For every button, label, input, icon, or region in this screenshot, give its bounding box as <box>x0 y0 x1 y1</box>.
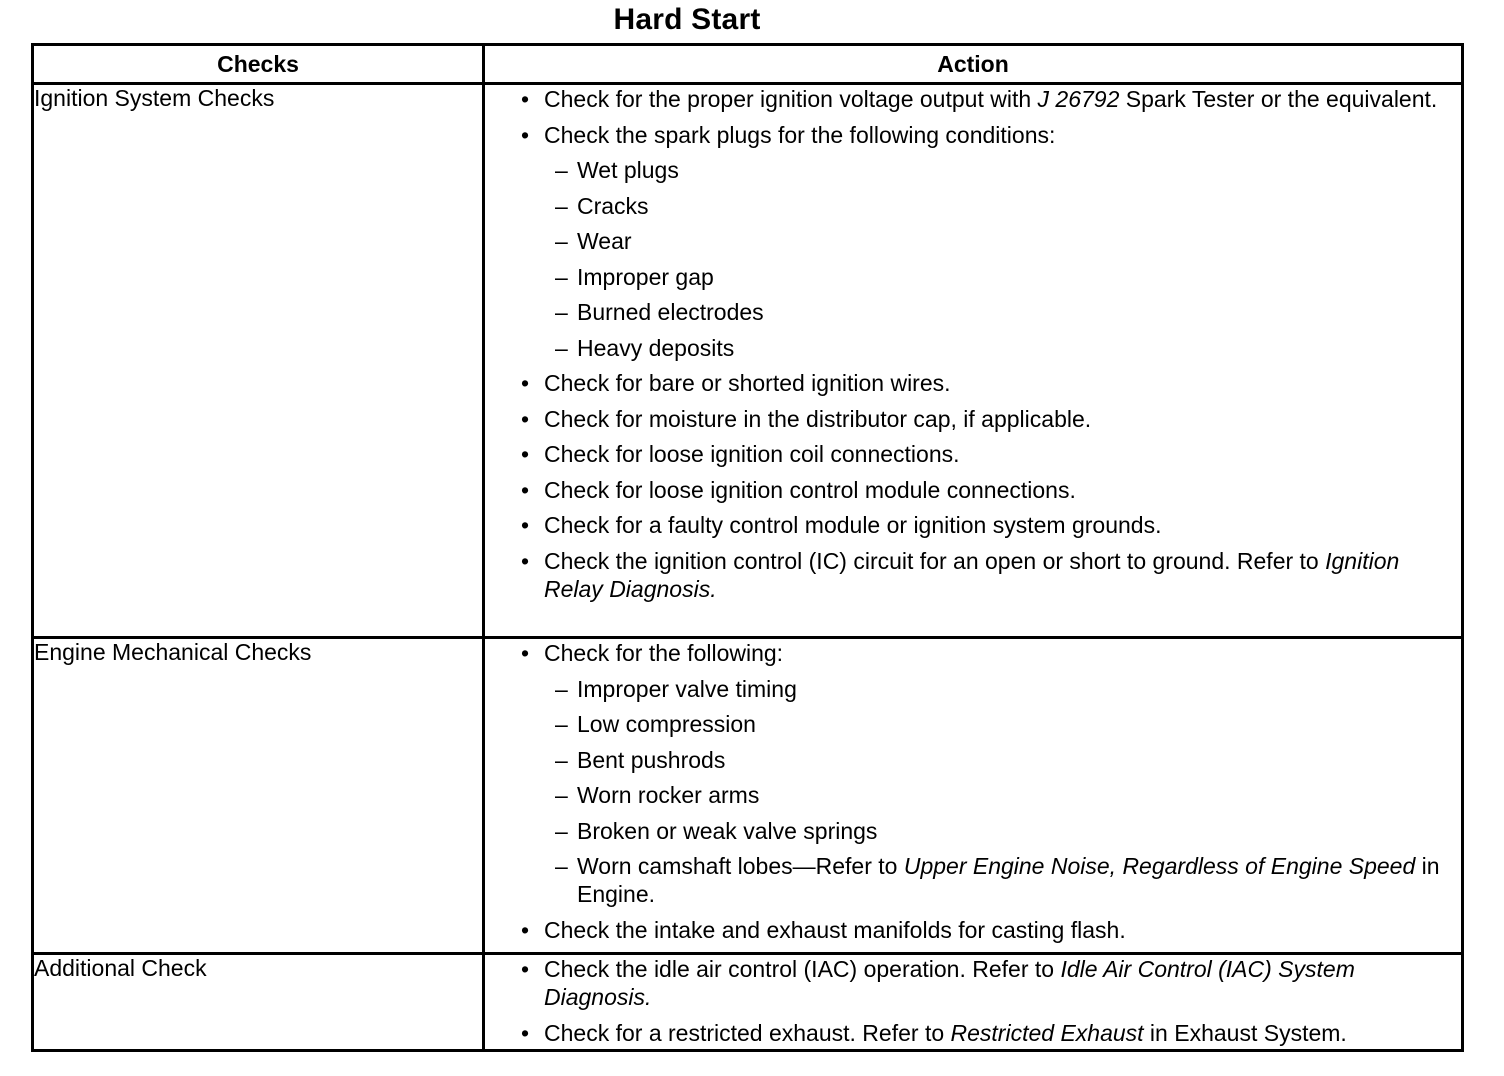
condition-item <box>544 746 1461 774</box>
dash-icon: – <box>555 711 568 737</box>
action-item <box>485 639 1461 908</box>
action-text: Check for bare or shorted ignition wires. <box>544 370 951 396</box>
condition-text: in Engine. <box>577 853 1440 907</box>
bullet-icon: • <box>521 956 530 982</box>
bullet-icon: • <box>521 441 530 467</box>
condition-item <box>544 227 1461 255</box>
dash-icon: – <box>555 157 568 183</box>
dash-icon: – <box>555 817 568 844</box>
check-cell-ignition: Ignition System Checks <box>33 84 484 638</box>
bullet-icon: • <box>521 121 530 148</box>
condition-item <box>544 852 1461 908</box>
action-cell-engine-mechanical <box>484 638 1463 954</box>
action-list <box>485 955 1461 1047</box>
bullet-icon: • <box>521 86 530 112</box>
bullet-icon: • <box>521 1019 530 1046</box>
dash-icon: – <box>555 853 568 879</box>
dash-icon: – <box>555 299 568 325</box>
action-text: Check for a faulty control module or ignition system grounds. <box>544 512 1162 538</box>
action-item <box>485 121 1461 362</box>
action-text: Check for moisture in the distributor cap, if applicable. <box>544 405 1092 432</box>
bullet-icon: • <box>521 405 530 432</box>
table-row <box>33 954 1463 1051</box>
condition-item <box>544 817 1461 845</box>
condition-text: Wet plugs <box>577 157 679 183</box>
condition-text: Low compression <box>577 711 756 737</box>
condition-text: Bent pushrods <box>577 746 726 773</box>
action-text: Check the ignition control (IC) circuit for an open or short to ground. Refer to <box>544 547 1326 574</box>
checks-column-header: Checks <box>33 45 484 84</box>
condition-text: Worn camshaft lobes—Refer to <box>577 853 904 879</box>
procedure-reference: Idle Air Control (IAC) System Diagnosis. <box>544 956 1355 1010</box>
action-text: Check the spark plugs for the following conditions: <box>544 121 1056 148</box>
action-cell-ignition <box>484 84 1463 638</box>
action-item <box>485 85 1461 113</box>
page-title: Hard Start <box>613 3 761 36</box>
action-text: Check for the proper ignition voltage output with <box>544 86 1038 112</box>
action-item <box>485 916 1461 944</box>
action-text: Check for loose ignition control module connections. <box>544 476 1076 503</box>
action-text: in Exhaust System. <box>1143 1019 1347 1046</box>
dash-icon: – <box>555 228 568 254</box>
action-text: Check the intake and exhaust manifolds for casting flash. <box>544 916 1126 943</box>
action-column-header: Action <box>484 45 1463 84</box>
dash-icon: – <box>555 782 568 808</box>
action-item <box>485 511 1461 539</box>
action-item <box>485 405 1461 433</box>
condition-item <box>544 675 1461 703</box>
action-list <box>485 85 1461 603</box>
action-item <box>485 476 1461 504</box>
bullet-icon: • <box>521 476 530 503</box>
condition-item <box>544 263 1461 291</box>
action-cell-additional <box>484 954 1463 1051</box>
dash-icon: – <box>555 334 568 361</box>
condition-text: Worn rocker arms <box>577 782 760 808</box>
action-text: Check for loose ignition coil connections. <box>544 441 960 467</box>
action-list <box>485 639 1461 944</box>
bullet-icon: • <box>521 547 530 574</box>
dash-icon: – <box>555 192 568 219</box>
bullet-icon: • <box>521 512 530 538</box>
table-row <box>33 84 1463 638</box>
condition-list <box>544 675 1461 909</box>
action-item <box>485 1019 1461 1047</box>
hard-start-table <box>31 43 1464 1052</box>
dash-icon: – <box>555 263 568 290</box>
bullet-icon: • <box>521 640 530 666</box>
action-text: Check the idle air control (IAC) operation. Refer to <box>544 956 1061 982</box>
condition-list <box>544 156 1461 362</box>
condition-text: Heavy deposits <box>577 334 735 361</box>
action-item <box>485 955 1461 1011</box>
check-cell-engine-mechanical: Engine Mechanical Checks <box>33 638 484 954</box>
tool-reference: J 26792 <box>1037 86 1120 112</box>
action-item <box>485 440 1461 468</box>
action-item <box>485 369 1461 397</box>
table-row <box>33 638 1463 954</box>
dash-icon: – <box>555 746 568 773</box>
condition-item <box>544 781 1461 809</box>
bullet-icon: • <box>521 370 530 396</box>
condition-text: Improper gap <box>577 263 714 290</box>
action-text: Check for the following: <box>544 640 784 666</box>
check-cell-additional: Additional Check <box>33 954 484 1051</box>
condition-item <box>544 156 1461 184</box>
action-text: Check for a restricted exhaust. Refer to <box>544 1019 951 1046</box>
procedure-reference: Ignition Relay Diagnosis. <box>544 547 1400 602</box>
condition-item <box>544 710 1461 738</box>
condition-text: Improper valve timing <box>577 675 797 702</box>
action-item <box>485 547 1461 603</box>
condition-item <box>544 298 1461 326</box>
condition-text: Broken or weak valve springs <box>577 817 878 844</box>
procedure-reference: Upper Engine Noise, Regardless of Engine Speed <box>903 853 1416 879</box>
bullet-icon: • <box>521 916 530 943</box>
condition-item <box>544 192 1461 220</box>
dash-icon: – <box>555 675 568 702</box>
condition-text: Wear <box>577 228 632 254</box>
action-text: Spark Tester or the equivalent. <box>1119 86 1438 112</box>
table-header-row <box>33 45 1463 84</box>
condition-text: Burned electrodes <box>577 299 764 325</box>
procedure-reference: Restricted Exhaust <box>950 1019 1144 1046</box>
condition-item <box>544 334 1461 362</box>
condition-text: Cracks <box>577 192 649 219</box>
